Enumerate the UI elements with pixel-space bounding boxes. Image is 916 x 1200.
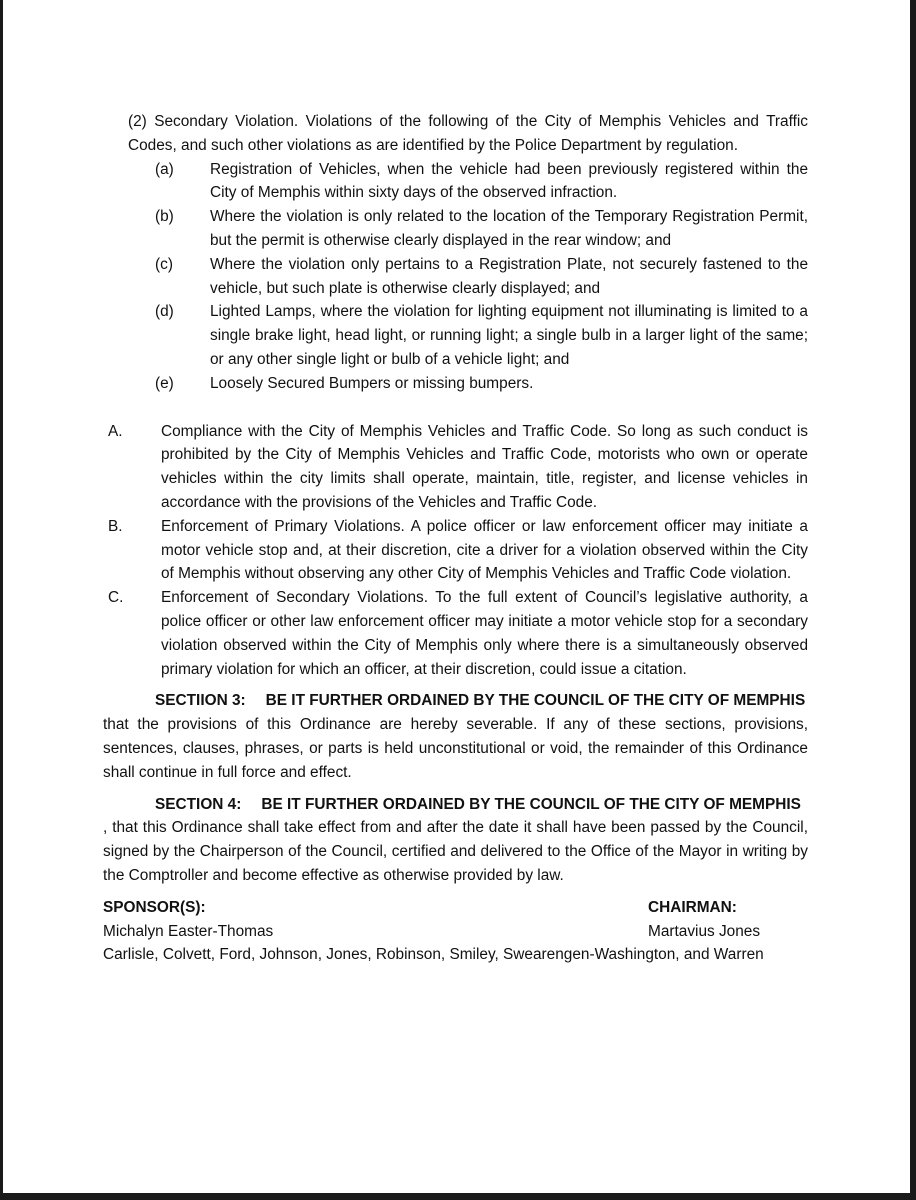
sponsor-label: SPONSOR(S): — [103, 898, 206, 916]
section-4-text: , that this Ordinance shall take effect from and after the date it shall have been passed by the Council, signed by the Chairperson of the Council, certified and delivered to the Office of the Mayor in writing by the Comptroller and become effective as otherwise provided by law. — [103, 819, 808, 884]
section-3-text: that the provisions of this Ordinance are hereby severable. If any of these sections, provisions, sentences, clauses, phrases, or parts is held unconstitutional or void, the remainder of this Ordinance shall continue in full force and effect. — [103, 716, 808, 781]
chairman-name: Martavius Jones — [648, 922, 761, 940]
secondary-violation-intro: (2) Secondary Violation. Violations of the following of the City of Memphis Vehicles and Traffic Codes, and such other violations as are identified by the Police Department by regulation. — [128, 113, 808, 154]
document-page — [3, 0, 910, 1193]
section-4 — [103, 793, 808, 888]
ordinance-body — [103, 110, 808, 967]
sub-item-label: (d) — [155, 303, 174, 321]
lettered-text: Enforcement of Primary Violations. A police officer or law enforcement officer may initiate a motor vehicle stop and, at their discretion, cite a driver for a violation observed within the City of Memphis without observing any other City of Memphis Vehicles and Traffic Code violation. — [161, 517, 808, 583]
sub-item-label: (c) — [155, 255, 173, 273]
section-3-label: SECTIION 3: — [155, 692, 246, 710]
lettered-label: B. — [108, 517, 123, 535]
lettered-label: C. — [108, 589, 124, 607]
lettered-text: Compliance with the City of Memphis Vehicles and Traffic Code. So long as such conduct is prohibited by the City of Memphis Vehicles and Traffic Code, motorists who own or operate vehicles within the city limits shall operate, maintain, title, register, and license vehicles in accordance with the provisions of the Vehicles and Traffic Code. — [161, 422, 808, 511]
section-4-heading — [155, 793, 808, 817]
section-3-heading — [155, 689, 808, 713]
sub-item — [155, 300, 808, 371]
lettered-paragraph — [103, 515, 808, 586]
lettered-paragraph — [103, 420, 808, 515]
section-4-ordained: BE IT FURTHER ORDAINED BY THE COUNCIL OF THE CITY OF MEMPHIS — [261, 795, 801, 813]
lettered-text: Enforcement of Secondary Violations. To the full extent of Council’s legislative authority, a police officer or other law enforcement officer may initiate a motor vehicle stop for a secondary violation observed within the City of Memphis only where there is a simultaneously observed primary violation for which an officer, at their discretion, could issue a citation. — [161, 589, 808, 678]
chairman-column — [648, 896, 808, 944]
sub-item-text: Lighted Lamps, where the violation for lighting equipment not illuminating is limited to a single brake light, head light, or running light; a single bulb in a larger light of the same; or any other single light or bulb of a vehicle light; and — [210, 303, 808, 368]
signature-block — [103, 896, 808, 944]
sub-item-text: Registration of Vehicles, when the vehicle had been previously registered within the City of Memphis within sixty days of the observed infraction. — [210, 160, 808, 202]
sub-item-label: (e) — [155, 374, 174, 392]
section-4-label: SECTION 4: — [155, 795, 242, 813]
chairman-label: CHAIRMAN: — [648, 898, 737, 916]
sub-item — [155, 205, 808, 253]
sub-item-text: Loosely Secured Bumpers or missing bumpers. — [210, 374, 534, 392]
section-3-ordained: BE IT FURTHER ORDAINED BY THE COUNCIL OF THE CITY OF MEMPHIS — [265, 692, 806, 710]
sub-item — [155, 253, 808, 301]
sub-item-text: Where the violation only pertains to a Registration Plate, not securely fastened to the vehicle, but such plate is otherwise clearly displayed; and — [210, 255, 808, 297]
sub-item-label: (a) — [155, 160, 174, 178]
sub-item-label: (b) — [155, 208, 174, 226]
cosponsors-list: Carlisle, Colvett, Ford, Johnson, Jones, Robinson, Smiley, Swearengen-Washington, and Warren — [103, 946, 764, 964]
lettered-label: A. — [108, 422, 123, 440]
sponsor-column — [103, 896, 273, 944]
sub-item — [155, 158, 808, 206]
sub-item-text: Where the violation is only related to the location of the Temporary Registration Permit, but the permit is otherwise clearly displayed in the rear window; and — [210, 208, 808, 249]
section-3 — [103, 689, 808, 784]
sponsor-name: Michalyn Easter-Thomas — [103, 922, 274, 940]
lettered-paragraph — [103, 586, 808, 681]
sub-item — [155, 372, 808, 396]
